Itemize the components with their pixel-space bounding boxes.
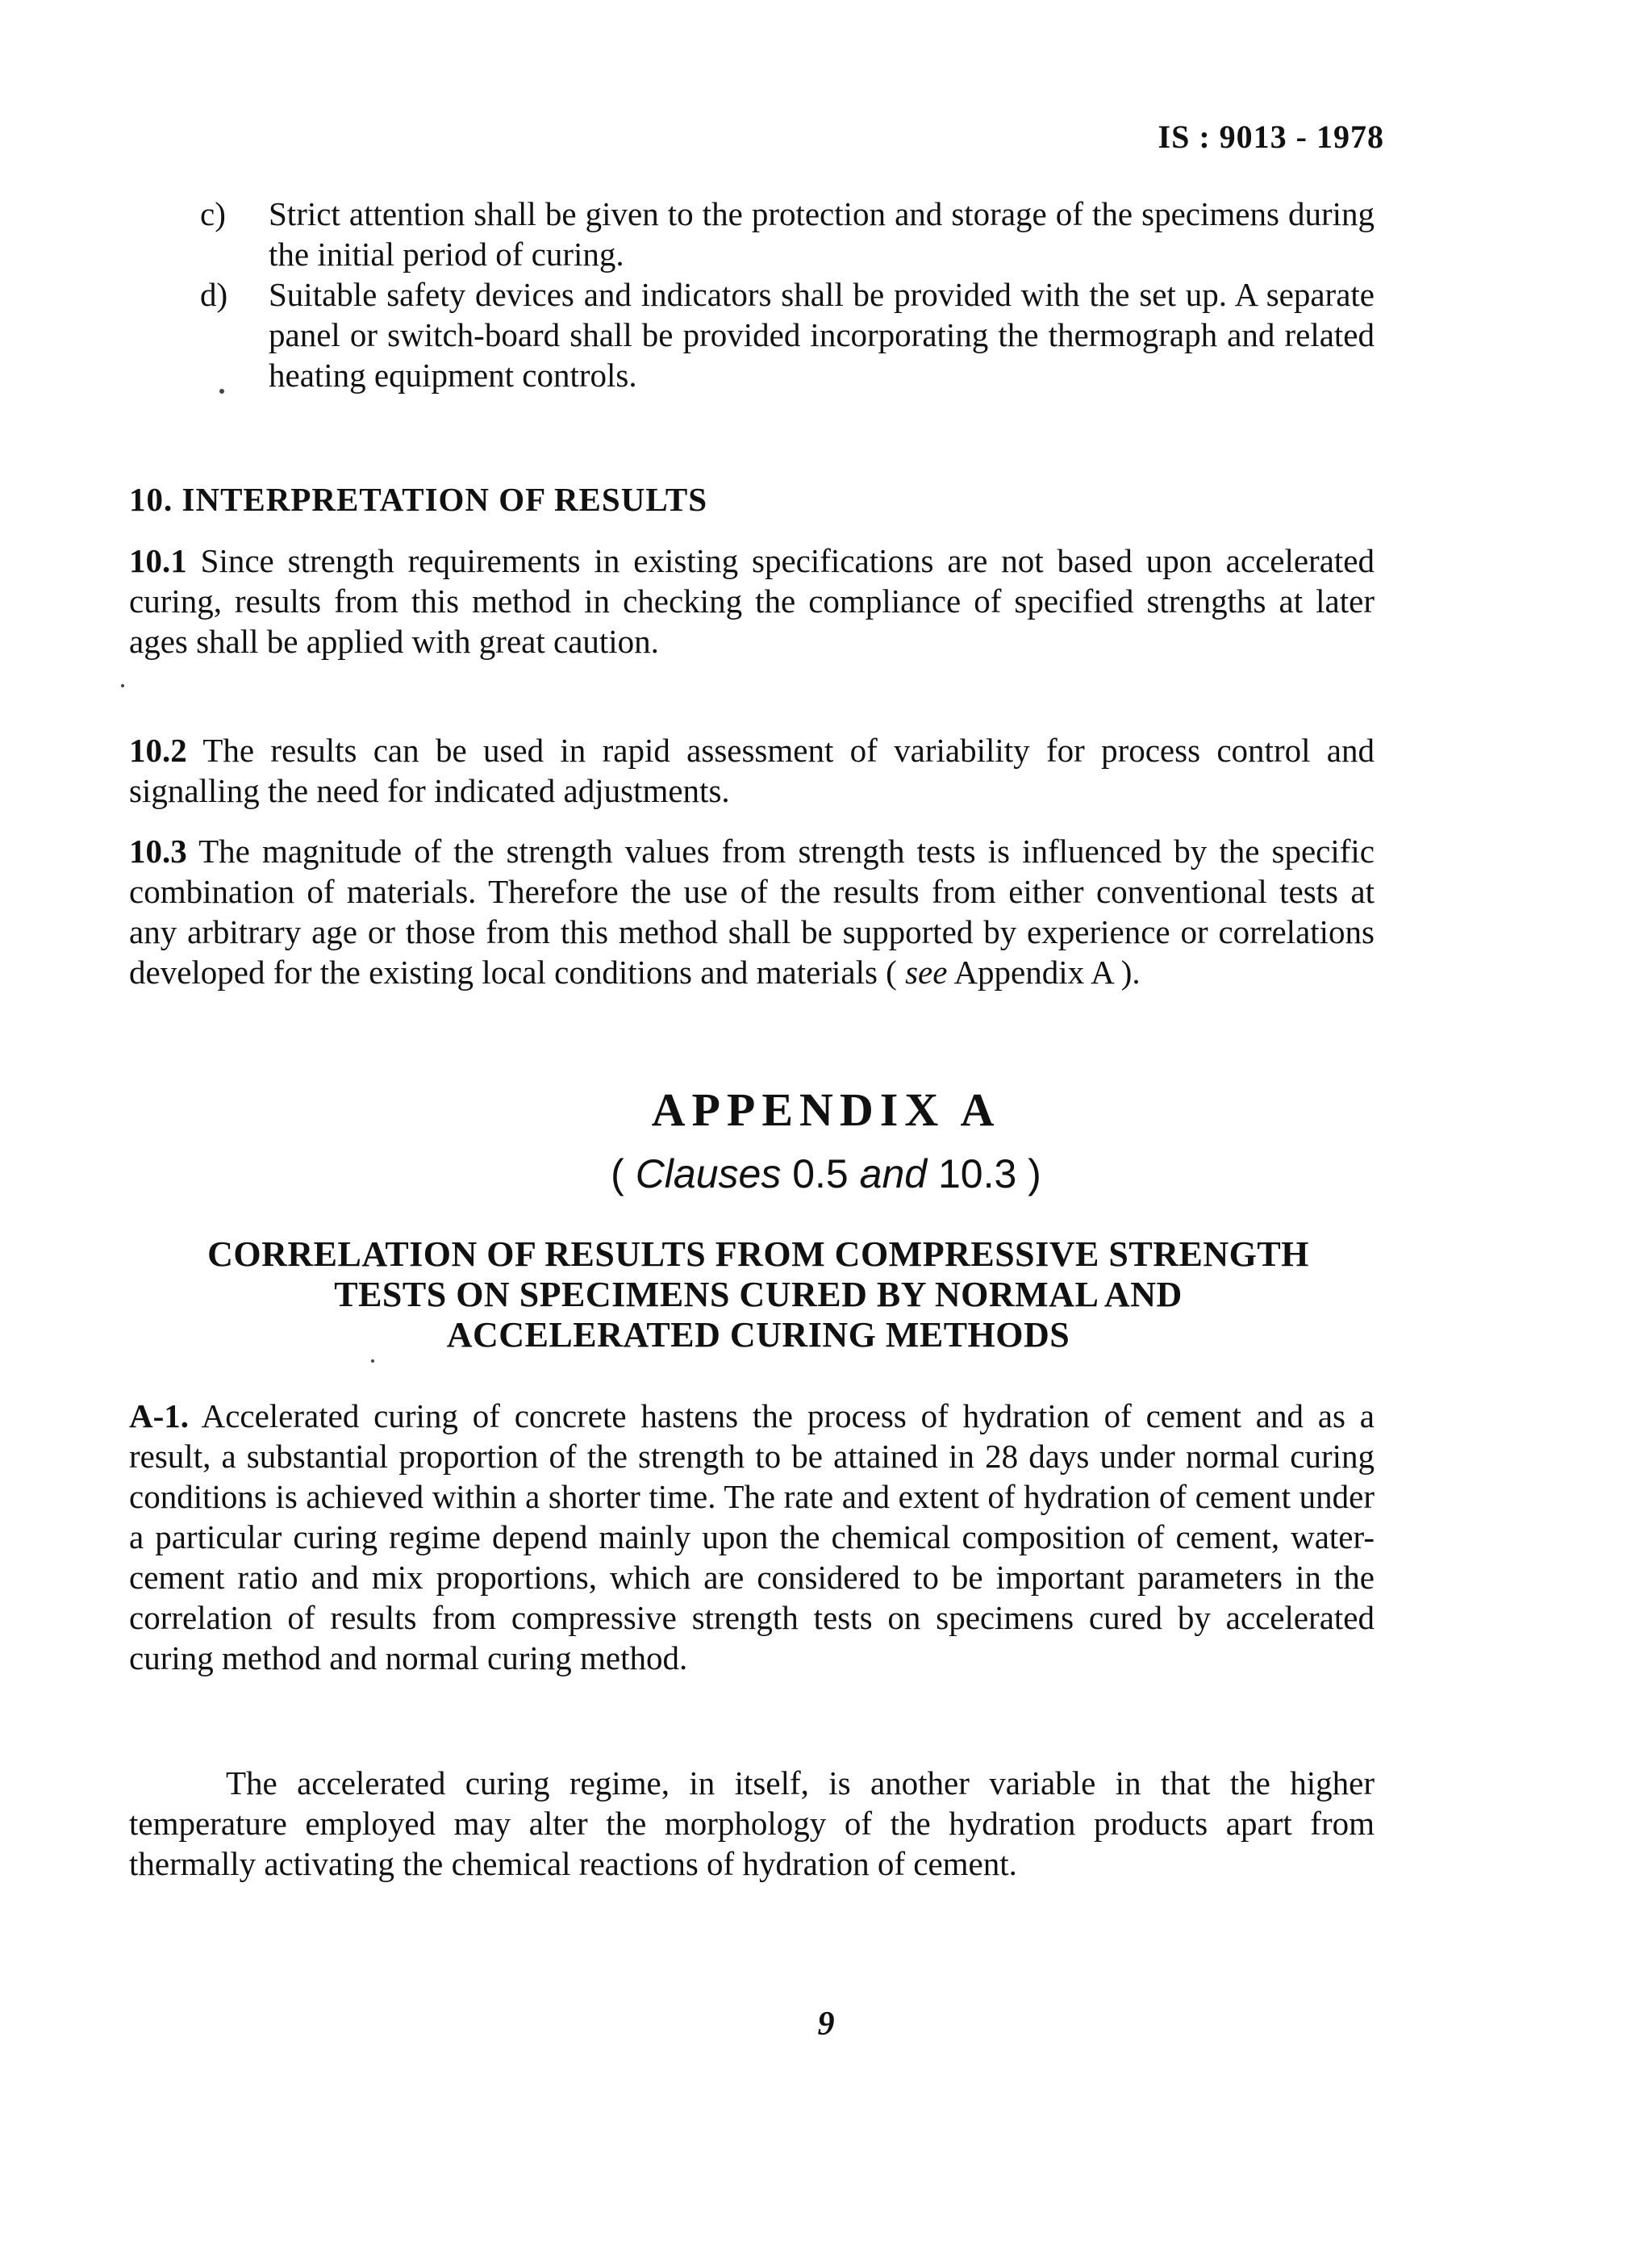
list-marker: c) — [200, 195, 226, 232]
appendix-heading-line: CORRELATION OF RESULTS FROM COMPRESSIVE STRENGTH — [207, 1234, 1309, 1274]
clause-number: 10.1 — [129, 542, 187, 579]
clause-10-3 — [129, 831, 1375, 992]
list-item-text: Strict attention shall be given to the protection and storage of the specimens during the initial period of curing. — [269, 195, 1375, 273]
clause-text: The results can be used in rapid assessment of variability for process control and signalling the need for indicated adjustments. — [129, 732, 1375, 809]
appendix-clauses-ref — [0, 1150, 1652, 1198]
clauses-second: 10.3 ) — [927, 1151, 1041, 1196]
clauses-open: ( — [611, 1151, 636, 1196]
scan-speck — [219, 389, 224, 394]
clause-number: 10.2 — [129, 732, 187, 769]
clause-text: Accelerated curing of concrete hastens the process of hydration of cement and as a result, a substantial proportion of the strength to be attained in 28 days under normal curing conditions is achieved within a shorter time. The rate and extent of hydration of cement under a particular curing regime depend mainly upon the chemical composition of cement, water-cement ratio and mix proportions, which are considered to be important parameters in the correlation of results from compressive strength tests on specimens cured by accelerated curing method and normal curing method. — [129, 1397, 1375, 1676]
requirements-list — [200, 194, 1375, 395]
clause-text-end: Appendix A ). — [947, 954, 1141, 991]
list-marker: d) — [200, 276, 228, 313]
appendix-heading-line: ACCELERATED CURING METHODS — [446, 1315, 1070, 1355]
appendix-paragraph: The accelerated curing regime, in itself, is another variable in that the higher temperature employed may alter the morphology of the hydration products apart from thermally activating the chemical reactions of hydration of cement. — [129, 1764, 1375, 1882]
list-item-d — [200, 274, 1375, 395]
clause-10-1 — [129, 541, 1375, 662]
clause-a-1 — [129, 1396, 1375, 1678]
section-heading: 10. INTERPRETATION OF RESULTS — [129, 481, 708, 518]
page-number: 9 — [817, 2006, 835, 2043]
appendix-title: APPENDIX A — [651, 1083, 1001, 1136]
list-item-c — [200, 194, 1375, 274]
appendix-heading — [113, 1234, 1404, 1355]
clauses-first: 0.5 — [781, 1151, 860, 1196]
scan-speck — [121, 684, 124, 687]
clauses-word: Clauses — [635, 1151, 782, 1196]
list-item-text: Suitable safety devices and indicators shall be provided with the set up. A separate panel or switch-board shall be provided incorporating the thermograph and related heating equipment controls. — [269, 276, 1375, 394]
clause-number: A-1. — [129, 1397, 190, 1434]
standard-number: IS : 9013 - 1978 — [1158, 119, 1384, 155]
clauses-and: and — [859, 1151, 928, 1196]
clause-10-2 — [129, 730, 1375, 811]
clause-text: Since strength requirements in existing specifications are not based upon accelerated curing, results from this method in checking the compliance of specified strengths at later ages shall be applied with great caution. — [129, 542, 1375, 660]
clause-text: The magnitude of the strength values from strength tests is influenced by the specific combination of materials. Therefore the use of the results from either conventional tests at any arbitrary age or those from this method shall be supported by experience or correlations developed for the existing local conditions and materials ( — [129, 833, 1375, 991]
clause-number: 10.3 — [129, 833, 187, 870]
appendix-heading-line: TESTS ON SPECIMENS CURED BY NORMAL AND — [334, 1275, 1183, 1314]
see-reference: see — [905, 954, 948, 991]
scan-speck — [371, 1359, 374, 1363]
